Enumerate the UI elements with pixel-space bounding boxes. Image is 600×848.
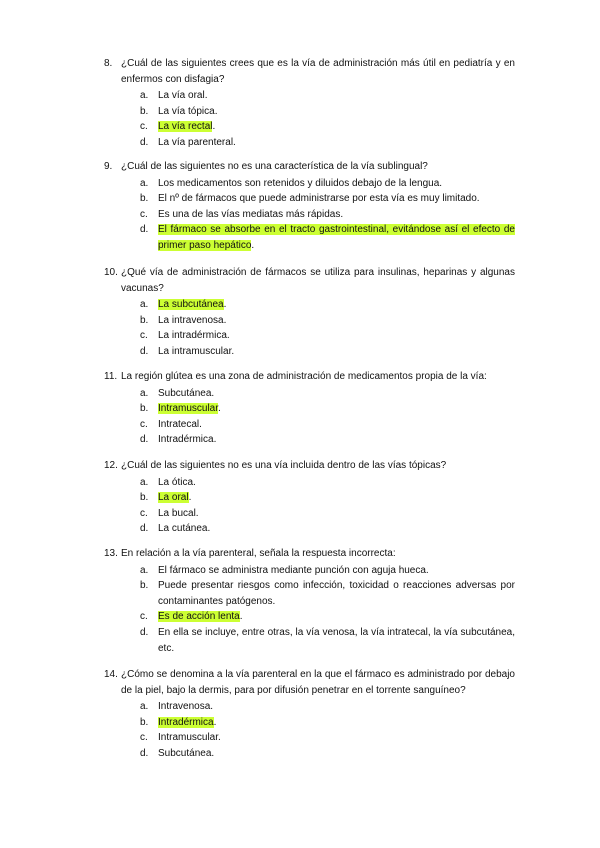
- option-text: El fármaco se administra mediante punción con aguja hueca.: [158, 564, 429, 576]
- options-list: [104, 176, 515, 254]
- option-letter: a.: [140, 387, 149, 399]
- option-b: [104, 104, 515, 120]
- option-letter: b.: [140, 580, 149, 592]
- options-list: [104, 88, 515, 150]
- option-text: Los medicamentos son retenidos y diluidos debajo de la lengua.: [158, 177, 443, 189]
- option-punct: .: [212, 121, 216, 133]
- highlighted-answer: Intramuscular: [158, 403, 219, 415]
- option-text: La intramuscular.: [158, 345, 235, 357]
- option-text: La bucal.: [158, 507, 199, 519]
- question-number: 8.: [104, 58, 113, 69]
- option-letter: d.: [140, 434, 149, 446]
- question-number: 14.: [104, 669, 118, 680]
- question-text: ¿Cuál de las siguientes crees que es la vía de administración más útil en pediatría y en enfermos con disfagia?: [121, 58, 515, 85]
- question-number: 11.: [104, 371, 118, 382]
- option-text: Intramuscular.: [158, 732, 221, 744]
- highlighted-answer: Es de acción lenta: [158, 611, 240, 623]
- question-10: [104, 265, 515, 360]
- option-text: La ótica.: [158, 476, 196, 488]
- highlighted-answer: El fármaco se absorbe en el tracto gastrointestinal, evitándose así el efecto de primer paso hepático: [158, 224, 515, 251]
- option-letter: a.: [140, 476, 149, 488]
- option-letter: d.: [140, 345, 149, 357]
- options-list: [104, 699, 515, 761]
- option-text: Subcutánea.: [158, 387, 215, 399]
- option-letter: b.: [140, 105, 149, 117]
- option-b-correct: [104, 401, 515, 417]
- option-letter: a.: [140, 299, 149, 311]
- option-text: La cutánea.: [158, 523, 211, 535]
- option-punct: .: [251, 239, 255, 251]
- option-text: La intravenosa.: [158, 314, 227, 326]
- question-text: La región glútea es una zona de administración de medicamentos propia de la vía:: [121, 371, 487, 382]
- option-text: Intravenosa.: [158, 701, 214, 713]
- question-11: [104, 369, 515, 448]
- option-letter: c.: [140, 330, 148, 342]
- options-list: [104, 297, 515, 359]
- question-13: [104, 546, 515, 656]
- option-letter: c.: [140, 121, 148, 133]
- question-14: [104, 667, 515, 762]
- option-c-correct: [104, 119, 515, 135]
- question-text: ¿Cuál de las siguientes no es una vía incluida dentro de las vías tópicas?: [121, 460, 447, 471]
- option-c: [104, 207, 515, 223]
- question-12: [104, 458, 515, 537]
- option-letter: c.: [140, 507, 148, 519]
- option-c: [104, 328, 515, 344]
- highlighted-answer: La subcutánea: [158, 299, 224, 311]
- question-number: 12.: [104, 460, 118, 471]
- option-letter: c.: [140, 732, 148, 744]
- option-a: [104, 699, 515, 715]
- option-a: [104, 563, 515, 579]
- option-text: La vía oral.: [158, 90, 208, 102]
- option-text: Puede presentar riesgos como infección, toxicidad o reacciones adversas por contaminantes patógenos.: [158, 580, 515, 607]
- question-number: 13.: [104, 548, 118, 559]
- option-text: Intratecal.: [158, 418, 202, 430]
- option-punct: .: [188, 492, 192, 504]
- option-letter: c.: [140, 208, 148, 220]
- option-text: Subcutánea.: [158, 747, 215, 759]
- question-8: [104, 56, 515, 151]
- option-c-correct: [104, 609, 515, 625]
- option-letter: d.: [140, 626, 149, 638]
- option-text: La intradérmica.: [158, 330, 230, 342]
- option-text: El nº de fármacos que puede administrarse por esta vía es muy limitado.: [158, 193, 480, 205]
- option-text: En ella se incluye, entre otras, la vía venosa, la vía intratecal, la vía subcutánea, etc.: [158, 626, 515, 654]
- option-letter: a.: [140, 564, 149, 576]
- option-letter: a.: [140, 701, 149, 713]
- option-punct: .: [223, 299, 227, 311]
- option-d: [104, 432, 515, 448]
- option-letter: a.: [140, 177, 149, 189]
- option-letter: a.: [140, 90, 149, 102]
- question-9: [104, 159, 515, 254]
- option-b: [104, 191, 515, 207]
- option-letter: b.: [140, 403, 149, 415]
- option-a: [104, 475, 515, 491]
- question-number: 10.: [104, 267, 118, 278]
- option-letter: d.: [140, 747, 149, 759]
- option-punct: .: [239, 611, 243, 623]
- option-letter: b.: [140, 193, 149, 205]
- question-number: 9.: [104, 161, 113, 172]
- question-text: ¿Cuál de las siguientes no es una característica de la vía sublingual?: [121, 161, 428, 172]
- options-list: [104, 475, 515, 537]
- option-b-correct: [104, 490, 515, 506]
- highlighted-answer: La oral: [158, 492, 189, 504]
- option-letter: b.: [140, 716, 149, 728]
- option-a: [104, 88, 515, 104]
- option-d: [104, 746, 515, 762]
- question-text: ¿Cómo se denomina a la vía parenteral en la que el fármaco es administrado por debajo de la piel, bajo la dermis, para por difusión penetrar en el torrente sanguíneo?: [121, 669, 515, 696]
- highlighted-answer: La vía rectal: [158, 121, 213, 133]
- option-d: [104, 344, 515, 360]
- option-c: [104, 417, 515, 433]
- option-c: [104, 730, 515, 746]
- option-d: [104, 521, 515, 537]
- options-list: [104, 386, 515, 448]
- options-list: [104, 563, 515, 657]
- option-letter: c.: [140, 611, 148, 623]
- option-punct: .: [213, 716, 217, 728]
- option-letter: d.: [140, 136, 149, 148]
- option-text: La vía tópica.: [158, 105, 218, 117]
- option-d: [104, 135, 515, 151]
- option-letter: b.: [140, 314, 149, 326]
- option-punct: .: [218, 403, 221, 415]
- option-text: Es una de las vías mediatas más rápidas.: [158, 208, 344, 220]
- option-text: La vía parenteral.: [158, 136, 236, 148]
- highlighted-answer: Intradérmica: [158, 716, 214, 728]
- option-letter: c.: [140, 418, 148, 430]
- option-d-correct: [104, 222, 515, 253]
- option-letter: d.: [140, 523, 149, 535]
- option-d: [104, 625, 515, 656]
- question-text: En relación a la vía parenteral, señala la respuesta incorrecta:: [121, 548, 396, 559]
- option-text: Intradérmica.: [158, 434, 217, 446]
- question-text: ¿Qué vía de administración de fármacos se utiliza para insulinas, heparinas y algunas vacunas?: [121, 267, 515, 294]
- option-a: [104, 386, 515, 402]
- option-b-correct: [104, 715, 515, 731]
- option-b: [104, 313, 515, 329]
- option-letter: b.: [140, 492, 149, 504]
- option-letter: d.: [140, 224, 149, 236]
- option-c: [104, 506, 515, 522]
- option-a-correct: [104, 297, 515, 313]
- option-a: [104, 176, 515, 192]
- option-b: [104, 578, 515, 609]
